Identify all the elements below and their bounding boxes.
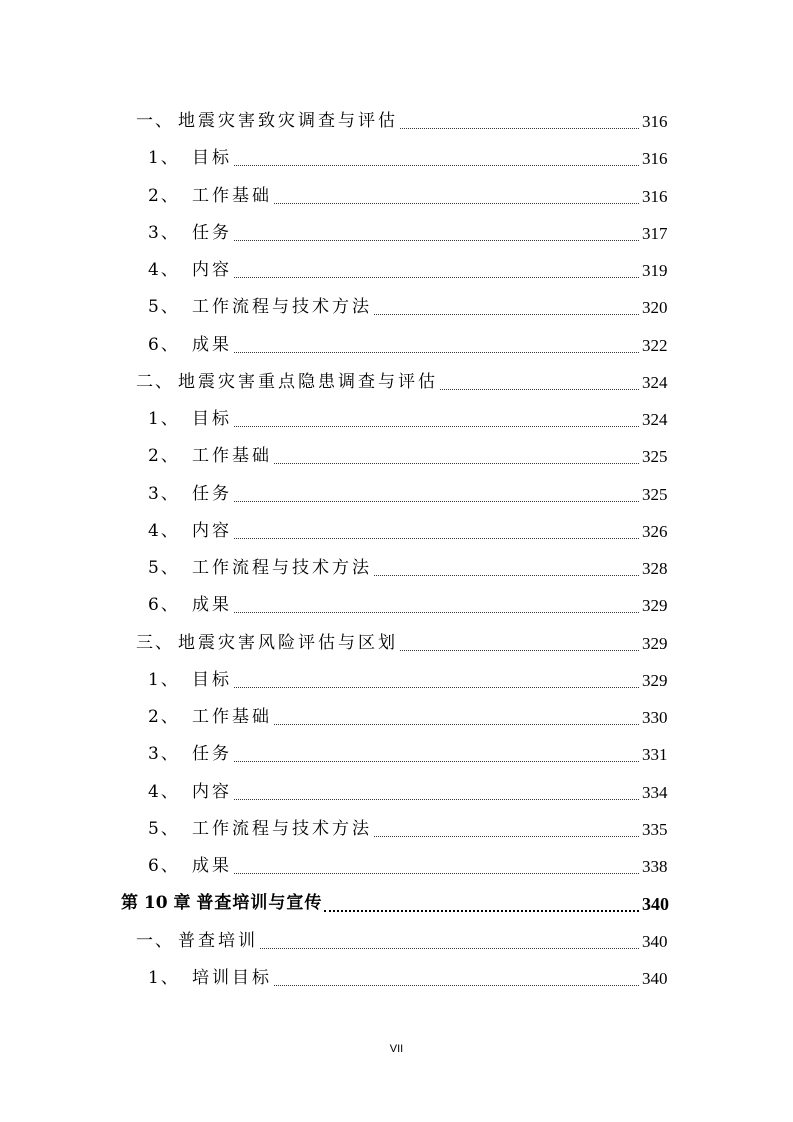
toc-entry[interactable] xyxy=(0,513,793,550)
toc-entry-title: 成果 xyxy=(192,595,232,616)
toc-entry-title: 目标 xyxy=(192,669,232,690)
dot-leader xyxy=(374,314,639,315)
toc-entry-page: 319 xyxy=(642,261,668,281)
toc-entry-title: 目标 xyxy=(192,148,232,169)
toc-entry-number: 1、 xyxy=(148,409,180,430)
toc-entry-page: 331 xyxy=(642,745,668,765)
toc-entry-number: 3、 xyxy=(148,744,180,765)
toc-entry-title: 地震灾害致灾调查与评估 xyxy=(178,111,398,132)
toc-entry-page: 334 xyxy=(642,782,668,802)
toc-entry-page: 325 xyxy=(642,484,668,504)
toc-entry[interactable] xyxy=(0,811,793,848)
toc-entry-title: 工作基础 xyxy=(192,707,272,728)
toc-entry-number: 2、 xyxy=(148,707,180,728)
dot-leader xyxy=(234,165,639,166)
toc-entry-page: 329 xyxy=(642,633,668,653)
toc-entry-page: 329 xyxy=(642,596,668,616)
dot-leader xyxy=(374,575,639,576)
toc-entry[interactable] xyxy=(0,662,793,699)
toc-entry[interactable] xyxy=(0,923,793,960)
toc-entry-page: 340 xyxy=(642,893,669,914)
toc-entry[interactable] xyxy=(0,960,793,997)
toc-entry-title: 任务 xyxy=(192,222,232,243)
toc-entry-number: 6、 xyxy=(148,595,180,616)
dot-leader xyxy=(400,128,639,129)
toc-entry-page: 322 xyxy=(642,335,668,355)
toc-entry-title: 工作流程与技术方法 xyxy=(192,297,372,318)
dot-leader xyxy=(440,389,639,390)
toc-entry[interactable] xyxy=(0,848,793,885)
toc-entry-number: 5、 xyxy=(148,297,180,318)
toc-entry[interactable] xyxy=(0,327,793,364)
toc-entry-number: 1、 xyxy=(148,967,180,988)
dot-leader xyxy=(324,910,639,912)
page-number: VII xyxy=(389,1043,404,1055)
dot-leader xyxy=(234,538,639,539)
toc-entry-number: 4、 xyxy=(148,260,180,281)
toc-entry-page: 330 xyxy=(642,708,668,728)
toc-entry-number: 2、 xyxy=(148,446,180,467)
toc-entry-number: 6、 xyxy=(148,334,180,355)
toc-entry[interactable] xyxy=(0,103,793,140)
toc-entry-number: 3、 xyxy=(148,483,180,504)
dot-leader xyxy=(274,203,639,204)
toc-chapter-title: 普查培训与宣传 xyxy=(196,893,323,914)
toc-entry[interactable] xyxy=(0,550,793,587)
dot-leader xyxy=(234,612,639,613)
dot-leader xyxy=(234,240,639,241)
dot-leader xyxy=(234,687,639,688)
toc-entry-title: 成果 xyxy=(192,856,232,877)
toc-entry-title: 工作基础 xyxy=(192,185,272,206)
toc-entry[interactable] xyxy=(0,401,793,438)
toc-entry-title: 工作基础 xyxy=(192,446,272,467)
toc-entry-number: 6、 xyxy=(148,856,180,877)
toc-entry-title: 内容 xyxy=(192,260,232,281)
toc-chapter-number: 第 10 章 xyxy=(121,893,191,914)
toc-entry-number: 二、 xyxy=(136,371,174,392)
dot-leader xyxy=(234,352,639,353)
dot-leader xyxy=(400,650,639,651)
toc-entry-title: 内容 xyxy=(192,781,232,802)
toc-entry-number: 2、 xyxy=(148,185,180,206)
dot-leader xyxy=(234,501,639,502)
dot-leader xyxy=(234,799,639,800)
toc-entry-number: 一、 xyxy=(136,111,174,132)
toc-entry-page: 316 xyxy=(642,149,668,169)
toc-entry-title: 普查培训 xyxy=(178,930,258,951)
toc-entry[interactable] xyxy=(0,252,793,289)
toc-entry-title: 工作流程与技术方法 xyxy=(192,818,372,839)
toc-entry-page: 340 xyxy=(642,931,668,951)
toc-entry[interactable] xyxy=(0,178,793,215)
toc-entry-page: 335 xyxy=(642,819,668,839)
toc-entry-title: 目标 xyxy=(192,409,232,430)
toc-entry[interactable] xyxy=(0,289,793,326)
toc-entry-page: 338 xyxy=(642,857,668,877)
toc-entry-page: 325 xyxy=(642,447,668,467)
toc-entry[interactable] xyxy=(0,364,793,401)
toc-entry-title: 工作流程与技术方法 xyxy=(192,558,372,579)
toc-entry-number: 3、 xyxy=(148,222,180,243)
toc-entry[interactable] xyxy=(0,587,793,624)
toc-entry-page: 324 xyxy=(642,372,668,392)
toc-entry-number: 4、 xyxy=(148,781,180,802)
toc-entry-number: 1、 xyxy=(148,148,180,169)
dot-leader xyxy=(274,463,639,464)
toc-entry[interactable] xyxy=(0,774,793,811)
dot-leader xyxy=(234,277,639,278)
toc-entry-page: 329 xyxy=(642,670,668,690)
toc-entry-page: 340 xyxy=(642,968,668,988)
toc-entry-title: 成果 xyxy=(192,334,232,355)
toc-entry-number: 5、 xyxy=(148,558,180,579)
dot-leader xyxy=(234,761,639,762)
toc-entry[interactable] xyxy=(0,140,793,177)
toc-entry-number: 三、 xyxy=(136,632,174,653)
toc-entry-page: 328 xyxy=(642,559,668,579)
toc-entry[interactable] xyxy=(0,438,793,475)
toc-entry[interactable] xyxy=(0,215,793,252)
toc-entry-page: 320 xyxy=(642,298,668,318)
dot-leader xyxy=(274,724,639,725)
toc-entry-page: 316 xyxy=(642,112,668,132)
dot-leader xyxy=(274,985,639,986)
dot-leader xyxy=(234,873,639,874)
toc-entry-title: 培训目标 xyxy=(192,967,272,988)
dot-leader xyxy=(234,426,639,427)
toc-entry-title: 地震灾害重点隐患调查与评估 xyxy=(178,371,438,392)
toc-entry-number: 5、 xyxy=(148,818,180,839)
toc-entry-number: 1、 xyxy=(148,669,180,690)
toc-entry-page: 326 xyxy=(642,521,668,541)
toc-entry-title: 任务 xyxy=(192,744,232,765)
toc-entry-number: 一、 xyxy=(136,930,174,951)
toc-entry-page: 324 xyxy=(642,410,668,430)
toc-entry[interactable] xyxy=(0,699,793,736)
toc-entry-title: 任务 xyxy=(192,483,232,504)
toc-entry[interactable] xyxy=(0,476,793,513)
toc-entry-title: 地震灾害风险评估与区划 xyxy=(178,632,398,653)
toc-entry[interactable] xyxy=(0,736,793,773)
toc-entry-page: 316 xyxy=(642,186,668,206)
dot-leader xyxy=(374,836,639,837)
toc-entry-page: 317 xyxy=(642,223,668,243)
toc-entry-title: 内容 xyxy=(192,520,232,541)
toc-entry[interactable] xyxy=(0,625,793,662)
dot-leader xyxy=(260,948,639,949)
table-of-contents xyxy=(0,103,793,997)
toc-chapter-entry[interactable] xyxy=(0,885,793,922)
toc-entry-number: 4、 xyxy=(148,520,180,541)
